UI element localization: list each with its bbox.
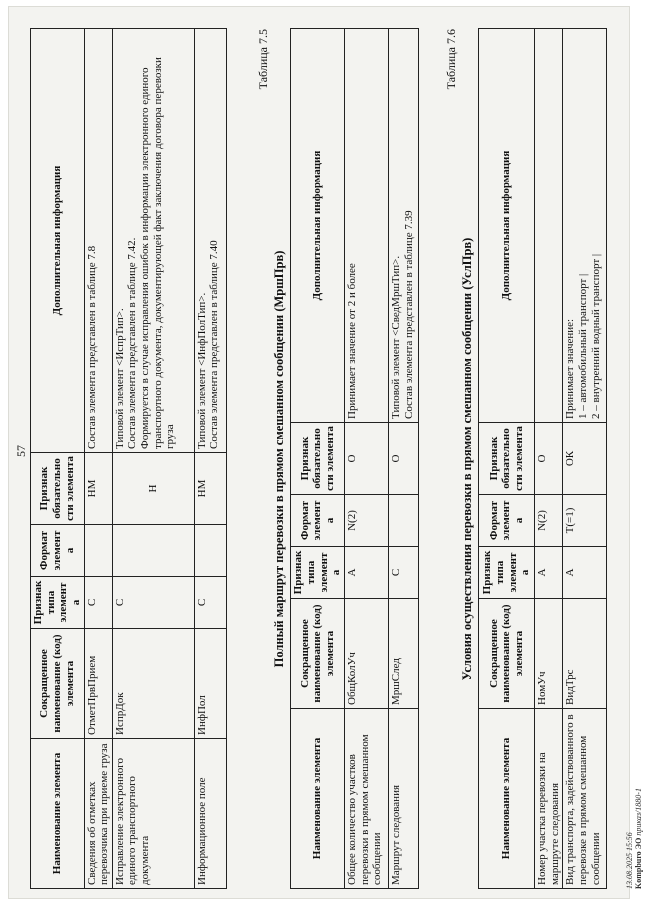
cell-name: Информационное поле: [194, 739, 226, 889]
cell-required: ОК: [563, 423, 607, 495]
cell-name: Маршрут следования: [389, 709, 419, 889]
cell-code: МршСлед: [389, 599, 419, 709]
cell-info: Состав элемента представлен в таблице 7.8: [84, 29, 112, 453]
cell-name: Сведения об отметках перевозчика при приеме груза: [84, 739, 112, 889]
page-number: 57: [14, 445, 28, 457]
cell-code: ИнфПол: [194, 629, 226, 739]
header-name: Наименование элемента: [31, 739, 85, 889]
cell-type: А: [563, 547, 607, 599]
document-sheet: [8, 6, 643, 899]
cell-required: О: [389, 423, 419, 495]
cell-required: О: [345, 423, 389, 495]
stamp-date: 13.08.2025 15:56: [625, 832, 634, 889]
cell-code: ОтметПрвПрием: [84, 629, 112, 739]
cell-name: Исправление электронного единого транспортного документа: [112, 739, 194, 889]
table-row: [345, 29, 389, 889]
header-name: Наименование элемента: [291, 709, 345, 889]
cell-info: Типовой элемент <ИспрТип>. Состав элемента представлен в таблице 7.42. Формируется в случае исправления ошибок в информации электронного единого транспортного документа, документирующей факт заключения договора перевозки груза: [112, 29, 194, 453]
header-required: Признак обязательности элемента: [479, 423, 535, 495]
cell-info: Типовой элемент <ИнфПолТип>. Состав элемента представлен в таблице 7.40: [194, 29, 226, 453]
cell-required: НМ: [84, 453, 112, 525]
cell-required: Н: [112, 453, 194, 525]
table-7-6-label: Таблица 7.6: [444, 29, 458, 90]
cell-type: С: [194, 577, 226, 629]
table-7-5-title: Полный маршрут перевозки в прямом смешанном сообщении (МршПрв): [272, 250, 286, 668]
cell-name: Общее количество участков перевозки в прямом смешанном сообщении: [345, 709, 389, 889]
table-continuation: [30, 28, 227, 889]
header-type: Признак типа элемента: [291, 547, 345, 599]
print-stamp: [626, 788, 644, 889]
cell-name: Вид транспорта, задействованного в перевозке в прямом смешанном сообщении: [563, 709, 607, 889]
table-7-6-title: Условия осуществления перевозки в прямом смешанном сообщении (УслПрв): [460, 237, 474, 681]
cell-code: НомУч: [535, 599, 563, 709]
header-type: Признак типа элемента: [31, 577, 85, 629]
header-required: Признак обязательности элемента: [31, 453, 85, 525]
cell-type: С: [112, 577, 194, 629]
header-info: Дополнительная информация: [479, 29, 535, 423]
table-row: [389, 29, 419, 889]
table-row: [535, 29, 563, 889]
cell-code: ИспрДок: [112, 629, 194, 739]
table-row: [84, 29, 112, 889]
cell-required: О: [535, 423, 563, 495]
cell-type: С: [84, 577, 112, 629]
cell-type: А: [535, 547, 563, 599]
header-format: Формат элемента: [31, 525, 85, 577]
header-code: Сокращенное наименование (код) элемента: [479, 599, 535, 709]
cell-info: Принимает значение от 2 и более: [345, 29, 389, 423]
cell-type: А: [345, 547, 389, 599]
table-7-5-label: Таблица 7.5: [256, 29, 270, 90]
cell-format: N(2): [345, 495, 389, 547]
cell-format: Т(=1): [563, 495, 607, 547]
cell-code: ВидТрс: [563, 599, 607, 709]
header-type: Признак типа элемента: [479, 547, 535, 599]
table-row: [194, 29, 226, 889]
cell-name: Номер участка перевозки на маршруте следования: [535, 709, 563, 889]
header-required: Признак обязательности элемента: [291, 423, 345, 495]
cell-type: С: [389, 547, 419, 599]
cell-format: [194, 525, 226, 577]
cell-info: [535, 29, 563, 423]
header-code: Сокращенное наименование (код) элемента: [31, 629, 85, 739]
header-format: Формат элемента: [479, 495, 535, 547]
header-info: Дополнительная информация: [31, 29, 85, 453]
header-info: Дополнительная информация: [291, 29, 345, 423]
cell-info: Типовой элемент <СведМршТип>. Состав элемента представлен в таблице 7.39: [389, 29, 419, 423]
header-code: Сокращенное наименование (код) элемента: [291, 599, 345, 709]
cell-required: НМ: [194, 453, 226, 525]
cell-format: [112, 525, 194, 577]
cell-code: ОбщКолУч: [345, 599, 389, 709]
table-row: [563, 29, 607, 889]
cell-info: Принимает значение: 1 – автомобильный транспорт | 2 – внутренний водный транспорт |: [563, 29, 607, 423]
table-7-6: [478, 28, 607, 889]
stamp-code: приказ/1880-1: [633, 788, 643, 836]
header-name: Наименование элемента: [479, 709, 535, 889]
cell-format: [389, 495, 419, 547]
table-7-5: [290, 28, 419, 889]
cell-format: N(2): [535, 495, 563, 547]
cell-format: [84, 525, 112, 577]
rotated-page: [8, 6, 648, 911]
header-format: Формат элемента: [291, 495, 345, 547]
table-row: [112, 29, 194, 889]
stamp-brand: Kompburo ЭО: [633, 837, 643, 889]
